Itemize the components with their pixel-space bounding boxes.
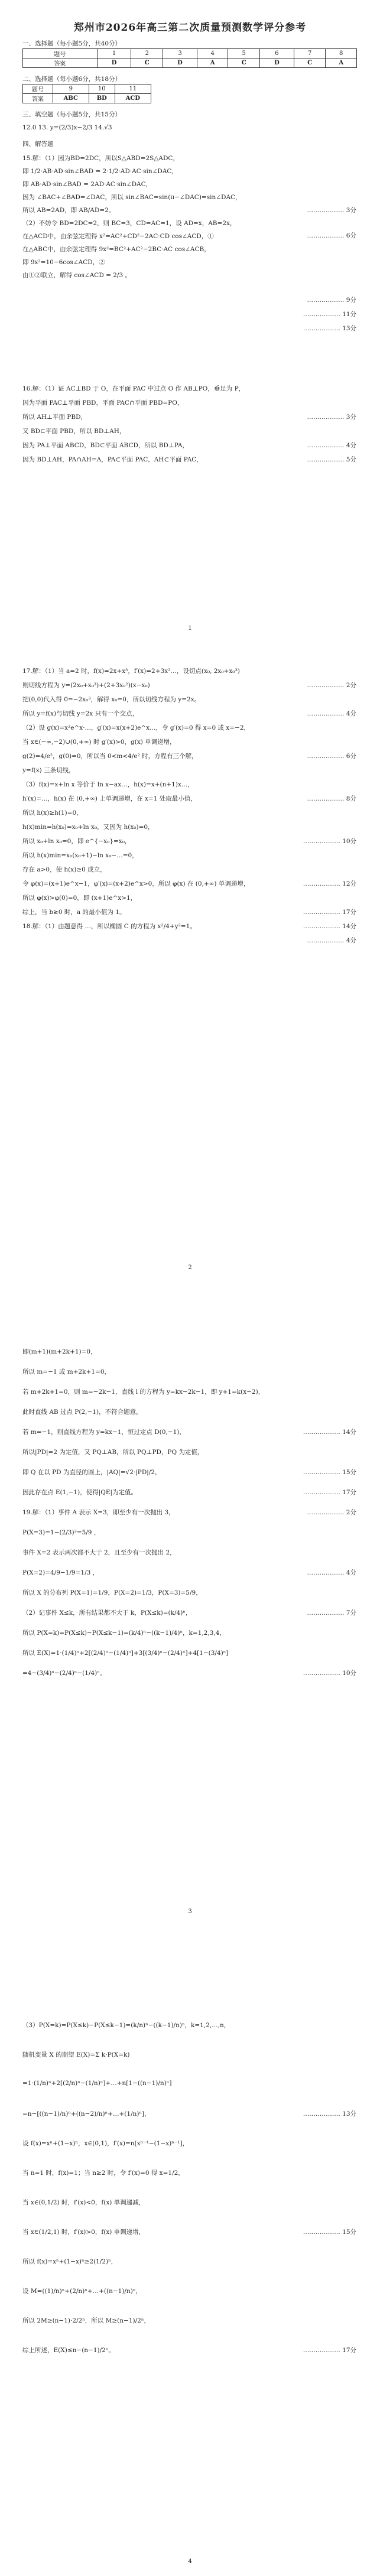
solution-line: 即 9x²=10−6cos∠ACD，② [22,259,105,266]
solution-line: 令 φ(x)=(x+1)e^x−1，φ′(x)=(x+2)e^x>0，所以 φ(x) 在 (0,+∞) 单调递增， [22,880,250,887]
q-ans-cell: D [97,58,131,68]
solution-line: 因为 PA⊥平面 ABCD，BD⊂平面 ABCD，所以 BD⊥PA， [22,442,189,449]
section2-heading: 二、选择题（每小题6分，共18分） [22,76,122,83]
q-ans-cell: A [197,58,228,68]
solution-line: 所以 E(X)=1·(1/4)ⁿ+2[(2/4)ⁿ−(1/4)ⁿ]+3[(3/4)ⁿ−(2/4)ⁿ]+4[1−(3/4)ⁿ] [22,1650,229,1657]
q-ans-cell: 答案 [23,94,53,103]
solution-line: 所以 2M≥(n−1)·2/2ⁿ，所以 M≥(n−1)/2ⁿ， [22,2317,150,2324]
score-mark: ……………… 4分 [307,442,356,449]
solution-line: 即 Q 在以 PD 为直径的圆上，|AQ|=√2·|PD|/2， [22,1469,161,1476]
solution-line: 所以 h(x)≥h(1)=0， [22,809,83,817]
q-ans-cell: ACD [115,94,151,103]
solution-line: h′(x)=…，h(x) 在 (0,+∞) 上单调递增，在 x=1 处取最小值， [22,795,197,802]
solution-line: 把(0,0)代入得 0=−2x₀³，解得 x₀=0，所以切线方程为 y=2x。 [22,696,201,703]
q-num-cell: 题号 [23,49,98,58]
solution-line: （2）设 g(x)=x²e^x·…，g′(x)=x(x+2)e^x…，令 g′(x)=0 得 x=0 或 x=−2， [22,724,251,731]
score-mark: ……………… 4分 [307,1569,356,1576]
score-mark: ……………… 8分 [307,795,356,802]
q-ans-cell: 答案 [23,58,98,68]
score-mark: ……………… 4分 [307,937,356,944]
score-mark: ……………… 6分 [307,232,356,239]
solution-line: y=f(x) 三条切线， [22,767,75,774]
score-mark: ……………… 12分 [303,880,356,887]
score-mark: ……………… 15分 [303,2229,356,2236]
solution-line: 此时直线 AB 过点 P(2,−1)，不符合题意， [22,1409,142,1416]
q-ans-cell: D [163,58,197,68]
section4-heading: 四、解答题 [22,141,54,148]
q-num-cell: 8 [326,49,357,58]
score-mark: ……………… 13分 [303,2110,356,2118]
solution-line: =1·(1/n)ⁿ+2[(2/n)ⁿ−(1/n)ⁿ]+…+n[1−((n−1)/n)ⁿ] [22,2080,172,2087]
solution-line: 当 n=1 时，f(x)=1；当 n≥2 时，令 f′(x)=0 得 x=1/2， [22,2170,184,2177]
q-num-cell: 10 [89,84,115,94]
solution-line: （3）P(X=k)=P(X≤k)−P(X≤k−1)=(k/n)ⁿ−((k−1)/n)ⁿ，k=1,2,…,n， [22,2022,230,2029]
q-ans-cell: A [326,58,357,68]
solution-line: 设 M=((1)/n)ⁿ+(2/n)ⁿ+…+((n−1)/n)ⁿ， [22,2288,142,2295]
solution-line: 所以 x₀+ln x₀=0，即 e^{−x₀}=x₀， [22,838,131,845]
q-num-cell: 题号 [23,84,53,94]
fill-answers: 12.0 13. y=(2/3)x−2/3 14.√3 [22,124,112,131]
solution-line: P(X=3)=1−(2/3)³=5/9 ， [22,1529,100,1536]
solution-line: 所以 φ(x)>φ(0)=0，即 (x+1)e^x>1， [22,895,137,902]
solution-line: 当 x∈(1/2,1) 时，f′(x)>0，f(x) 单调递增， [22,2229,145,2236]
solution-line: 设 f(x)=xⁿ+(1−x)ⁿ，x∈(0,1)，f′(x)=n[xⁿ⁻¹−(1−x)ⁿ⁻¹]， [22,2140,189,2147]
solution-line: 若 m+2k+1=0，则 m=−2k−1，直线 l 的方程为 y=kx−2k−1，即 y+1=k(x−2)， [22,1388,265,1396]
q-num-cell: 3 [163,49,197,58]
solution-line: （2）不妨令 BD=2DC=2，则 BC=3，CD=AC=1，设 AD=x，AB=2x， [22,220,236,227]
score-mark: ……………… 10分 [303,838,356,845]
page-3 [0,1288,380,1932]
solution-line: 所以|PD|=2 为定值，又 PQ⊥AB，所以 PQ⊥PD，PQ 为定值， [22,1449,204,1456]
score-mark: ……………… 11分 [303,311,356,318]
q-ans-cell: BD [89,94,115,103]
q-num-cell: 1 [97,49,131,58]
solution-line: 18.解：（1）由题意得 …，所以椭圆 C 的方程为 x²/4+y²=1。 [22,923,196,930]
score-mark: ……………… 14分 [303,1429,356,1436]
page-1 [0,0,380,644]
score-mark: ……………… 13分 [303,325,356,332]
solution-line: 所以 h(x)min=x₀(x₀+1)−ln x₀−…=0， [22,852,138,859]
solution-line: 所以 P(X=k)=P(X≤k)−P(X≤k−1)=(k/4)ⁿ−((k−1)/4)ⁿ，k=1,2,3,4， [22,1629,226,1637]
q-num-cell: 5 [228,49,260,58]
score-mark: ……………… 3分 [307,414,356,421]
q-num-cell: 2 [131,49,163,58]
solution-line: 事件 X=2 表示两次都不大于 2，且至少有一次抛出 2， [22,1549,176,1556]
score-mark: ……………… 14分 [303,923,356,930]
page-number: 4 [188,2558,192,2565]
solution-line: 则切线方程为 y=(2x₀+x₀³)+(2+3x₀²)(x−x₀) [22,682,150,689]
solution-line: 因为 BD⊥AH，PA∩AH=A，PA⊂平面 PAC，AH⊂平面 PAC， [22,456,203,463]
solution-line: 又 BD⊂平面 PBD，所以 BD⊥AH， [22,428,126,435]
page-4 [0,1932,380,2576]
solution-line: 16.解：（1）证 AC⊥BD 于 O，在平面 PAC 中过点 O 作 AB⊥PO，垂足为 P， [22,385,245,392]
solution-line: 当 x∈(−∞,−2)∪(0,+∞) 时 g′(x)>0，g(x) 单调递增， [22,739,176,746]
solution-line: 在△ACD中，由余弦定理得 x²=AC²+CD²−2AC·CD cos∠ACD，① [22,233,214,240]
q-ans-cell: D [260,58,294,68]
q-num-cell: 7 [294,49,326,58]
score-mark: ……………… 2分 [307,682,356,689]
page-title: 郑州市2026年高三第二次质量预测数学评分参考 [73,22,307,34]
score-mark: ……………… 6分 [307,753,356,760]
solution-line: 在△ABC中，由余弦定理得 9x²=BC²+AC²−2BC·AC cos∠ACB， [22,246,210,253]
q-num-cell: 11 [115,84,151,94]
score-mark: ……………… 10分 [303,1670,356,1677]
solution-line: h(x)min=h(x₀)=x₀+ln x₀，又因为 h(x₀)=0， [22,824,154,831]
solution-line: 15.解：（1）因为BD=2DC，所以S△ABD=2S△ADC， [22,155,179,162]
score-mark: ……………… 4分 [307,710,356,717]
solution-line: （3）f(x)=x+ln x 等价于 ln x−ax…，h(x)=x+(n+1)x…， [22,781,194,788]
solution-line: 所以 AH⊥平面 PBD， [22,414,87,421]
answer-table-2 [22,84,151,103]
answer-table-1 [22,48,357,68]
solution-line: 综上所述，E(X)≤n−(n−1)/2ⁿ。 [22,2347,115,2354]
page-number: 3 [188,1908,192,1915]
solution-line: =n−[((n−1)/n)ⁿ+((n−2)/n)ⁿ+…+(1/n)ⁿ]， [22,2110,151,2118]
q-ans-cell: C [294,58,326,68]
score-mark: ……………… 17分 [303,909,356,916]
solution-line: 综上，当 b≥0 时，a 的最小值为 1。 [22,909,126,916]
score-mark: ……………… 17分 [303,1489,356,1496]
score-mark: ……………… 5分 [307,456,356,463]
solution-line: 17.解：（1）当 a=2 时，f(x)=2x+x³，f′(x)=2+3x²…，设切点(x₀, 2x₀+x₀³) [22,668,240,675]
solution-line: 随机变量 X 的期望 E(X)=Σ k·P(X=k) [22,2051,130,2058]
q-ans-cell: ABC [53,94,89,103]
solution-line: 因为平面 PAC⊥平面 PBD，平面 PAC∩平面 PBD=PO， [22,399,184,406]
solution-line: 所以 y=f(x)与切线 y=2x 只有一个交点， [22,710,139,717]
solution-line: P(X=2)=4/9−1/9=1/3 ， [22,1569,99,1576]
solution-line: g(2)=4/e²，g(0)=0，所以当 0<m<4/e² 时，方程有三个解， [22,753,198,760]
q-num-cell: 4 [197,49,228,58]
solution-line: 因此存在点 E(1,−1)，使得|QE|为定值。 [22,1489,138,1496]
score-mark: ……………… 15分 [303,1469,356,1476]
score-mark: ……………… 3分 [307,207,356,214]
solution-line: （2）记事件 X≤k，所有结果都不大于 k，P(X≤k)=(k/4)ⁿ， [22,1609,192,1616]
solution-line: 19.解：（1）事件 A 表示 X=3，即至少有一次抛出 3， [22,1509,175,1516]
page-number: 2 [188,1264,192,1271]
solution-line: 当 x∈(0,1/2) 时，f′(x)<0，f(x) 单调递减， [22,2199,145,2206]
section3-heading: 三、填空题（每小题5分，共15分） [22,111,122,118]
score-mark: ……………… 17分 [303,2347,356,2354]
solution-line: 存在 a>0，使 h(x)≥0 成立， [22,866,106,873]
q-num-cell: 9 [53,84,89,94]
solution-line: 若 m=−1，则直线方程为 y=kx−1，恒过定点 D(0,−1)， [22,1429,186,1436]
score-mark: ……………… 9分 [307,297,356,304]
q-ans-cell: C [131,58,163,68]
solution-line: 所以 f(x)=xⁿ+(1−x)ⁿ≥2(1/2)ⁿ， [22,2258,118,2265]
solution-line: 所以 X 的分布列 P(X=1)=1/9，P(X=2)=1/3，P(X=3)=5/9， [22,1589,202,1596]
solution-line: 即(m+1)(m+2k+1)=0， [22,1348,97,1355]
solution-line: 即 AB·AD·sin∠BAD = 2AD·AC·sin∠DAC， [22,181,152,188]
score-mark: ……………… 7分 [307,1609,356,1616]
q-num-cell: 6 [260,49,294,58]
solution-line: 即 1/2·AB·AD·sin∠BAD = 2·1/2·AD·AC·sin∠DAC， [22,168,178,175]
solution-line: 因为 ∠BAC+∠BAD=∠DAC，所以 sin∠BAC=sin(π−∠DAC)=sin∠DAC， [22,194,242,201]
solution-line: 所以 AB=2AD，即 AB/AD=2。 [22,207,115,214]
score-mark: ……………… 2分 [307,1509,356,1516]
page-number: 1 [188,625,192,632]
solution-line: 所以 m=−1 或 m+2k+1=0， [22,1368,111,1375]
q-ans-cell: C [228,58,260,68]
page-2 [0,644,380,1288]
section1-heading: 一、选择题（每小题5分，共40分） [22,40,122,47]
solution-line: 由①②联立，解得 cos∠ACD = 2/3 。 [22,272,131,279]
solution-line: =4−(3/4)ⁿ−(2/4)ⁿ−(1/4)ⁿ。 [22,1670,106,1677]
